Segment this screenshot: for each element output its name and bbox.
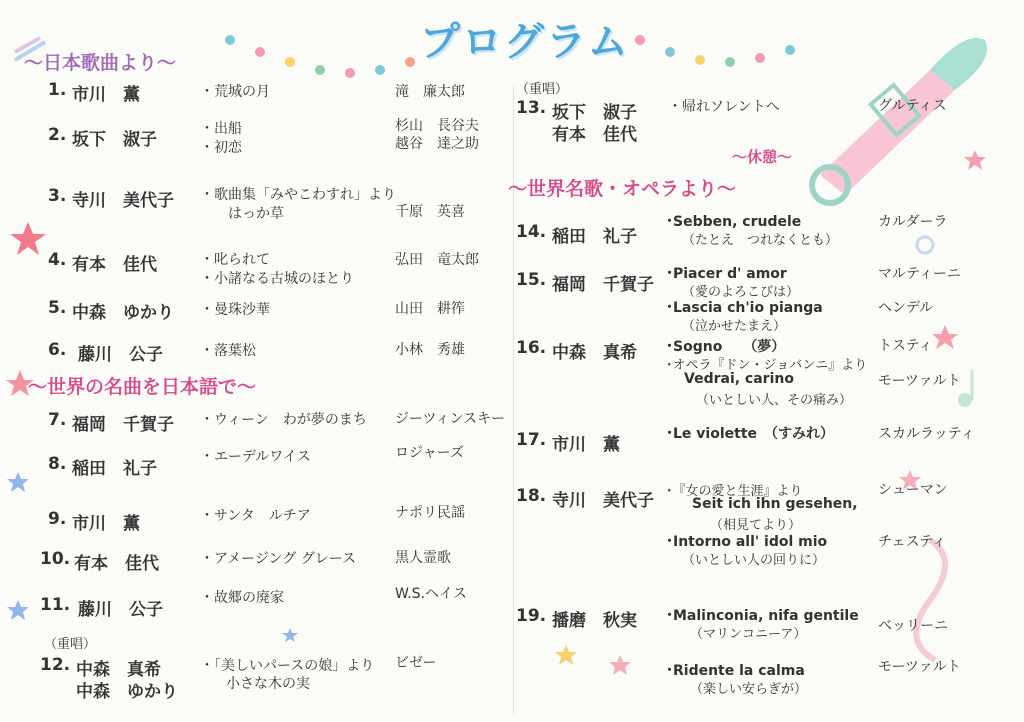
performer-name: 坂下 淑子: [72, 130, 157, 150]
composer: スカルラッティ: [878, 426, 975, 442]
composer: シューマン: [878, 482, 948, 498]
song-translation: （愛のよろこびは）: [682, 285, 800, 300]
performer-name: 市川 薫: [72, 85, 140, 105]
song-title: ・歌曲集「みやこわすれ」より: [200, 187, 396, 203]
duet-label: （重唱）: [44, 637, 97, 652]
song-title: ・出船: [200, 121, 242, 137]
item-number: 17.: [516, 430, 547, 450]
intermission-label: ～休憩～: [732, 148, 793, 166]
song-title: ・サンタ ルチア: [200, 508, 311, 524]
composer: カルダーラ: [878, 214, 948, 230]
item-number: 13.: [516, 98, 547, 118]
section-world-opera: ～世界名歌・オペラより～: [508, 178, 737, 200]
item-number: 3.: [48, 186, 67, 206]
song-title: 小さな木の実: [226, 676, 310, 692]
song-title: ･Intorno all' idol mio: [666, 534, 828, 550]
song-translation: （楽しい安らぎが）: [690, 682, 808, 697]
song-translation: （いとしい人の回りに）: [682, 553, 826, 568]
song-title: ・荒城の月: [200, 84, 270, 100]
page-title: プログラム: [420, 19, 630, 65]
performer-name: 藤川 公子: [78, 345, 163, 365]
song-title: Vedrai, carino: [684, 371, 794, 387]
song-title: ・「美しいパースの娘」より: [200, 658, 375, 674]
performer-name: 稲田 礼子: [552, 227, 637, 247]
item-number: 4.: [48, 250, 67, 270]
song-title: ･オペラ『ドン・ジョバンニ』より: [666, 358, 868, 373]
song-title: ・故郷の廃家: [200, 590, 284, 606]
composer: ビゼー: [395, 655, 437, 671]
composer: トスティ: [878, 338, 933, 354]
item-number: 12.: [40, 655, 71, 675]
composer: モーツァルト: [878, 659, 961, 675]
composer: チェスティ: [878, 534, 947, 550]
item-number: 19.: [516, 606, 547, 626]
composer: 越谷 達之助: [395, 136, 479, 152]
item-number: 10.: [40, 549, 71, 569]
item-number: 11.: [40, 595, 71, 615]
performer-name: 市川 薫: [552, 435, 620, 455]
song-title: ・ウィーン わが夢のまち: [200, 412, 367, 428]
item-number: 9.: [48, 509, 67, 529]
composer: ジーツィンスキー: [395, 411, 506, 427]
song-title: ・帰れソレントへ: [668, 99, 780, 115]
song-translation: （いとしい人、その痛み）: [696, 393, 853, 408]
section-world-songs-japanese: ～世界の名曲を日本語で～: [28, 376, 257, 398]
song-title: ・初恋: [200, 140, 242, 156]
performer-name: 藤川 公子: [78, 600, 163, 620]
song-translation: （マリンコニーア）: [690, 627, 807, 642]
song-title: ･Ridente la calma: [666, 663, 805, 679]
composer: 千原 英喜: [395, 204, 465, 220]
song-title: Seit ich ihn gesehen,: [692, 496, 858, 512]
song-title: ･Malinconia, nifa gentile: [666, 608, 859, 624]
performer-name: 有本 佳代: [72, 255, 157, 275]
item-number: 18.: [516, 486, 547, 506]
performer-name: 中森 ゆかり: [76, 682, 178, 702]
composer: 弘田 竜太郎: [395, 252, 479, 268]
item-number: 14.: [516, 222, 547, 242]
performer-name: 稲田 礼子: [72, 459, 157, 479]
performer-name: 市川 薫: [72, 514, 140, 534]
performer-name: 有本 佳代: [74, 554, 159, 574]
performer-name: 坂下 淑子: [552, 103, 637, 123]
composer: グルティス: [878, 98, 947, 114]
performer-name: 有本 佳代: [552, 125, 637, 145]
duet-label: （重唱）: [516, 82, 569, 97]
performer-name: 播磨 秋実: [552, 611, 637, 631]
composer: 黒人霊歌: [395, 550, 451, 566]
trumpet-illustration: [812, 38, 987, 203]
song-title: ・曼珠沙華: [200, 302, 270, 318]
performer-name: 福岡 千賀子: [72, 415, 174, 435]
performer-name: 中森 真希: [76, 660, 161, 680]
song-title: ･Piacer d' amor: [666, 266, 787, 282]
composer: モーツァルト: [878, 373, 961, 389]
performer-name: 寺川 美代子: [552, 491, 654, 511]
composer: マルティーニ: [878, 266, 961, 282]
item-number: 15.: [516, 270, 547, 290]
performer-name: 中森 真希: [552, 343, 637, 363]
item-number: 16.: [516, 338, 547, 358]
song-title: ・落葉松: [200, 343, 256, 359]
composer: ヘンデル: [878, 300, 934, 316]
item-number: 5.: [48, 298, 67, 318]
section-japanese-songs: ～日本歌曲より～: [24, 52, 177, 74]
performer-name: 中森 ゆかり: [72, 303, 174, 323]
song-translation: （相見てより）: [710, 518, 802, 533]
composer: ナポリ民謡: [395, 505, 465, 521]
song-title: ･Le violette （すみれ）: [666, 426, 835, 442]
song-title: ･Sebben, crudele: [666, 214, 802, 230]
item-number: 8.: [48, 454, 67, 474]
performer-name: 福岡 千賀子: [552, 275, 654, 295]
item-number: 7.: [48, 410, 67, 430]
song-translation: （たとえ つれなくとも）: [682, 233, 839, 248]
song-title: ･『女の愛と生涯』より: [666, 484, 803, 499]
composer: W.S.ヘイス: [395, 586, 467, 602]
item-number: 6.: [48, 340, 67, 360]
song-title: ･Sogno （夢）: [666, 339, 786, 355]
song-title: ・エーデルワイス: [200, 449, 311, 465]
composer: 杉山 長谷夫: [395, 118, 479, 134]
composer: 山田 耕筰: [395, 301, 465, 317]
item-number: 2.: [48, 125, 67, 145]
composer: 小林 秀雄: [395, 342, 465, 358]
composer: ベッリーニ: [878, 618, 948, 634]
song-title: ･Lascia ch'io pianga: [666, 300, 823, 316]
composer: 滝 廉太郎: [395, 84, 465, 100]
composer: ロジャーズ: [395, 445, 465, 461]
performer-name: 寺川 美代子: [72, 191, 174, 211]
item-number: 1.: [48, 80, 67, 100]
song-title: ・アメージング グレース: [200, 551, 356, 567]
song-title: はっか草: [228, 206, 284, 222]
song-translation: （泣かせたまえ）: [682, 319, 787, 334]
song-title: ・叱られて: [200, 252, 270, 268]
song-title: ・小諸なる古城のほとり: [200, 271, 354, 287]
